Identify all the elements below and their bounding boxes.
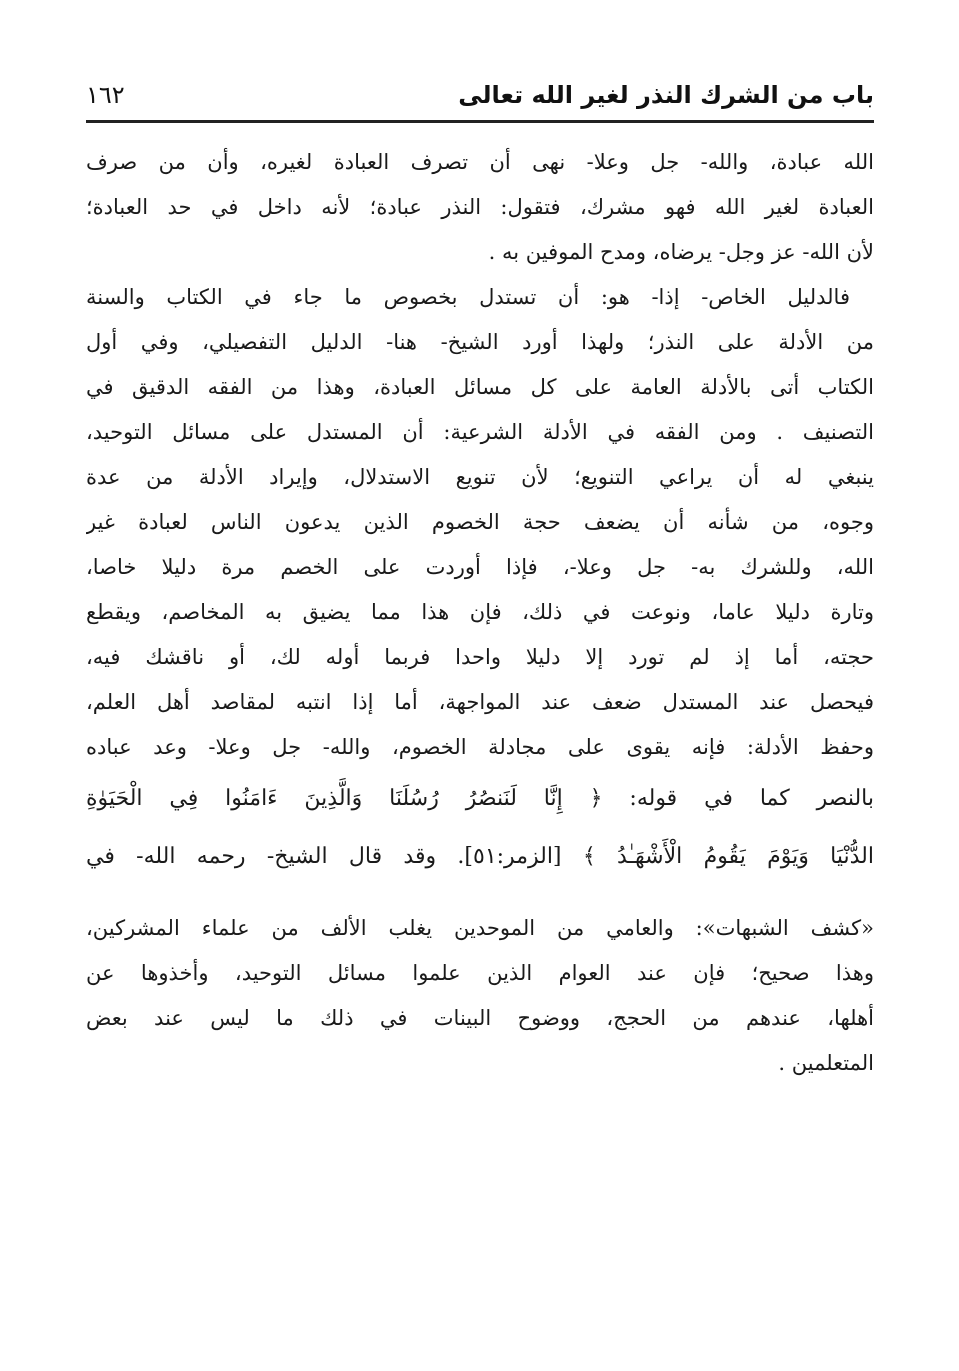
page-header bbox=[86, 78, 874, 120]
text-line: «كشف الشبهات»: والعامي من الموحدين يغلب الألف من علماء المشركين، bbox=[86, 916, 874, 940]
text-line: الكتاب أتى بالأدلة العامة على كل مسائل العبادة، وهذا من الفقه الدقيق في bbox=[86, 375, 874, 399]
quran-verse-line: بالنصر كما في قوله: ﴿ إِنَّا لَنَنصُرُ رُسُلَنَا وَالَّذِينَ ءَامَنُوا فِي الْحَيَوٰةِ bbox=[86, 786, 874, 811]
text-line: فيحصل عند المستدل ضعف عند المواجهة، أما إذا انتبه لمقاصد أهل العلم، bbox=[86, 690, 874, 714]
text-line: أهلها، عندهم من الحجج، ووضوح البينات في ذلك ما ليس عند بعض bbox=[86, 1006, 874, 1030]
text-line: وتارة دليلا عاما، ونوعت في ذلك، فإن هذا مما يضيق به المخاصم، ويقطع bbox=[86, 600, 874, 624]
running-title: باب من الشرك النذر لغير الله تعالى bbox=[458, 81, 874, 109]
text-line: العبادة لغير الله فهو مشرك، فتقول: النذر عبادة؛ لأنه داخل في حد العبادة؛ bbox=[86, 195, 874, 219]
line-gap bbox=[86, 886, 874, 906]
text-line: وهذا صحيح؛ فإن عند العوام الذين علموا مسائل التوحيد، وأخذوها عن bbox=[86, 961, 874, 985]
text-line: الله عبادة، والله- جل وعلا- نهى أن تصرف العبادة لغيره، وأن من صرف bbox=[86, 150, 874, 174]
text-line: المتعلمين . bbox=[778, 1051, 874, 1075]
text-line: ينبغي له أن يراعي التنويع؛ لأن تنويع الاستدلال، وإيراد الأدلة من عدة bbox=[86, 465, 874, 489]
text-line: من الأدلة على النذر؛ ولهذا أورد الشيخ- هنا- الدليل التفصيلي، وفي أول bbox=[86, 330, 874, 354]
text-line: فالدليل الخاص- إذا- هو: أن تستدل بخصوص ما جاء في الكتاب والسنة bbox=[86, 285, 850, 309]
body-text bbox=[86, 140, 874, 1086]
text-line: وجوه، من شأنه أن يضعف حجة الخصوم الذين يدعون الناس لعبادة غير bbox=[86, 510, 874, 534]
text-line: التصنيف . ومن الفقه في الأدلة الشرعية: أن المستدل على مسائل التوحيد، bbox=[86, 420, 874, 444]
page-number: ١٦٢ bbox=[86, 81, 125, 109]
quran-verse-line: الدُّنْيَا وَيَوْمَ يَقُومُ الْأَشْهَـٰدُ ﴾ [الزمر:٥١]. وقد قال الشيخ- رحمه الله- في bbox=[86, 844, 874, 869]
header-divider bbox=[86, 120, 874, 123]
text-line: الله، وللشرك به- جل وعلا-، فإذا أوردت على الخصم مرة دليلا خاصا، bbox=[86, 555, 874, 579]
text-line: حجته، أما إذ لم تورد إلا دليلا واحدا فربما أوله لك، أو ناقشك فيه، bbox=[86, 645, 874, 669]
text-line: وحفظ الأدلة: فإنه يقوى على مجادلة الخصوم، والله- جل وعلا- وعد عباده bbox=[86, 735, 874, 759]
text-line: لأن الله- عز وجل- يرضاه، ومدح الموفين به . bbox=[488, 240, 874, 264]
